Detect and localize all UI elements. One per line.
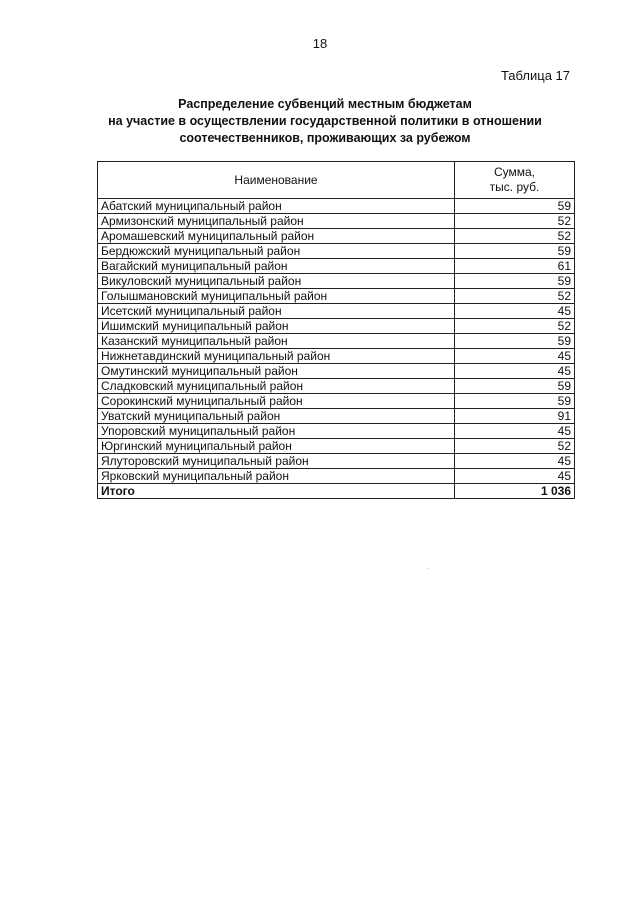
header-sum bbox=[455, 162, 575, 199]
title-line: на участие в осуществлении государственной политики в отношении bbox=[108, 114, 542, 128]
row-value: 59 bbox=[455, 274, 575, 289]
row-name: Ярковский муниципальный район bbox=[98, 469, 455, 484]
row-name: Нижнетавдинский муниципальный район bbox=[98, 349, 455, 364]
table-label: Таблица 17 bbox=[500, 68, 570, 83]
table-row bbox=[98, 364, 575, 379]
row-name: Армизонский муниципальный район bbox=[98, 214, 455, 229]
row-name: Ишимский муниципальный район bbox=[98, 319, 455, 334]
title-line: Распределение субвенций местным бюджетам bbox=[178, 97, 472, 111]
scan-speck bbox=[428, 568, 429, 569]
row-name: Исетский муниципальный район bbox=[98, 304, 455, 319]
row-name: Казанский муниципальный район bbox=[98, 334, 455, 349]
table-row bbox=[98, 259, 575, 274]
table-row bbox=[98, 244, 575, 259]
document-title bbox=[90, 96, 560, 147]
row-value: 45 bbox=[455, 469, 575, 484]
table-body bbox=[98, 199, 575, 484]
row-value: 59 bbox=[455, 379, 575, 394]
table-row bbox=[98, 379, 575, 394]
table-row bbox=[98, 469, 575, 484]
row-value: 45 bbox=[455, 304, 575, 319]
row-value: 59 bbox=[455, 334, 575, 349]
table-row bbox=[98, 229, 575, 244]
header-sum-line2: тыс. руб. bbox=[489, 180, 540, 194]
row-name: Абатский муниципальный район bbox=[98, 199, 455, 214]
table-row bbox=[98, 409, 575, 424]
table-row bbox=[98, 214, 575, 229]
row-name: Голышмановский муниципальный район bbox=[98, 289, 455, 304]
table-row bbox=[98, 334, 575, 349]
page-number: 18 bbox=[312, 36, 328, 51]
table-header-row bbox=[98, 162, 575, 199]
header-sum-line1: Сумма, bbox=[493, 165, 536, 179]
table-row bbox=[98, 424, 575, 439]
subvention-table bbox=[97, 161, 575, 499]
total-row bbox=[98, 484, 575, 499]
table-row bbox=[98, 394, 575, 409]
table-row bbox=[98, 274, 575, 289]
total-label: Итого bbox=[98, 484, 455, 499]
row-name: Аромашевский муниципальный район bbox=[98, 229, 455, 244]
row-value: 59 bbox=[455, 199, 575, 214]
row-name: Уватский муниципальный район bbox=[98, 409, 455, 424]
table-row bbox=[98, 439, 575, 454]
row-value: 52 bbox=[455, 289, 575, 304]
row-value: 52 bbox=[455, 214, 575, 229]
row-value: 52 bbox=[455, 229, 575, 244]
row-name: Юргинский муниципальный район bbox=[98, 439, 455, 454]
row-value: 52 bbox=[455, 319, 575, 334]
table-row bbox=[98, 289, 575, 304]
table-row bbox=[98, 454, 575, 469]
row-value: 52 bbox=[455, 439, 575, 454]
row-value: 45 bbox=[455, 424, 575, 439]
row-value: 61 bbox=[455, 259, 575, 274]
row-value: 59 bbox=[455, 244, 575, 259]
row-value: 45 bbox=[455, 349, 575, 364]
row-name: Ялуторовский муниципальный район bbox=[98, 454, 455, 469]
table-row bbox=[98, 319, 575, 334]
row-value: 91 bbox=[455, 409, 575, 424]
row-name: Омутинский муниципальный район bbox=[98, 364, 455, 379]
row-name: Упоровский муниципальный район bbox=[98, 424, 455, 439]
total-value: 1 036 bbox=[455, 484, 575, 499]
row-name: Сладковский муниципальный район bbox=[98, 379, 455, 394]
row-name: Вагайский муниципальный район bbox=[98, 259, 455, 274]
row-value: 45 bbox=[455, 364, 575, 379]
table-row bbox=[98, 199, 575, 214]
table-row bbox=[98, 349, 575, 364]
row-name: Сорокинский муниципальный район bbox=[98, 394, 455, 409]
row-value: 45 bbox=[455, 454, 575, 469]
row-value: 59 bbox=[455, 394, 575, 409]
header-name: Наименование bbox=[98, 162, 455, 199]
row-name: Бердюжский муниципальный район bbox=[98, 244, 455, 259]
row-name: Викуловский муниципальный район bbox=[98, 274, 455, 289]
table-row bbox=[98, 304, 575, 319]
title-line: соотечественников, проживающих за рубежом bbox=[179, 131, 471, 145]
